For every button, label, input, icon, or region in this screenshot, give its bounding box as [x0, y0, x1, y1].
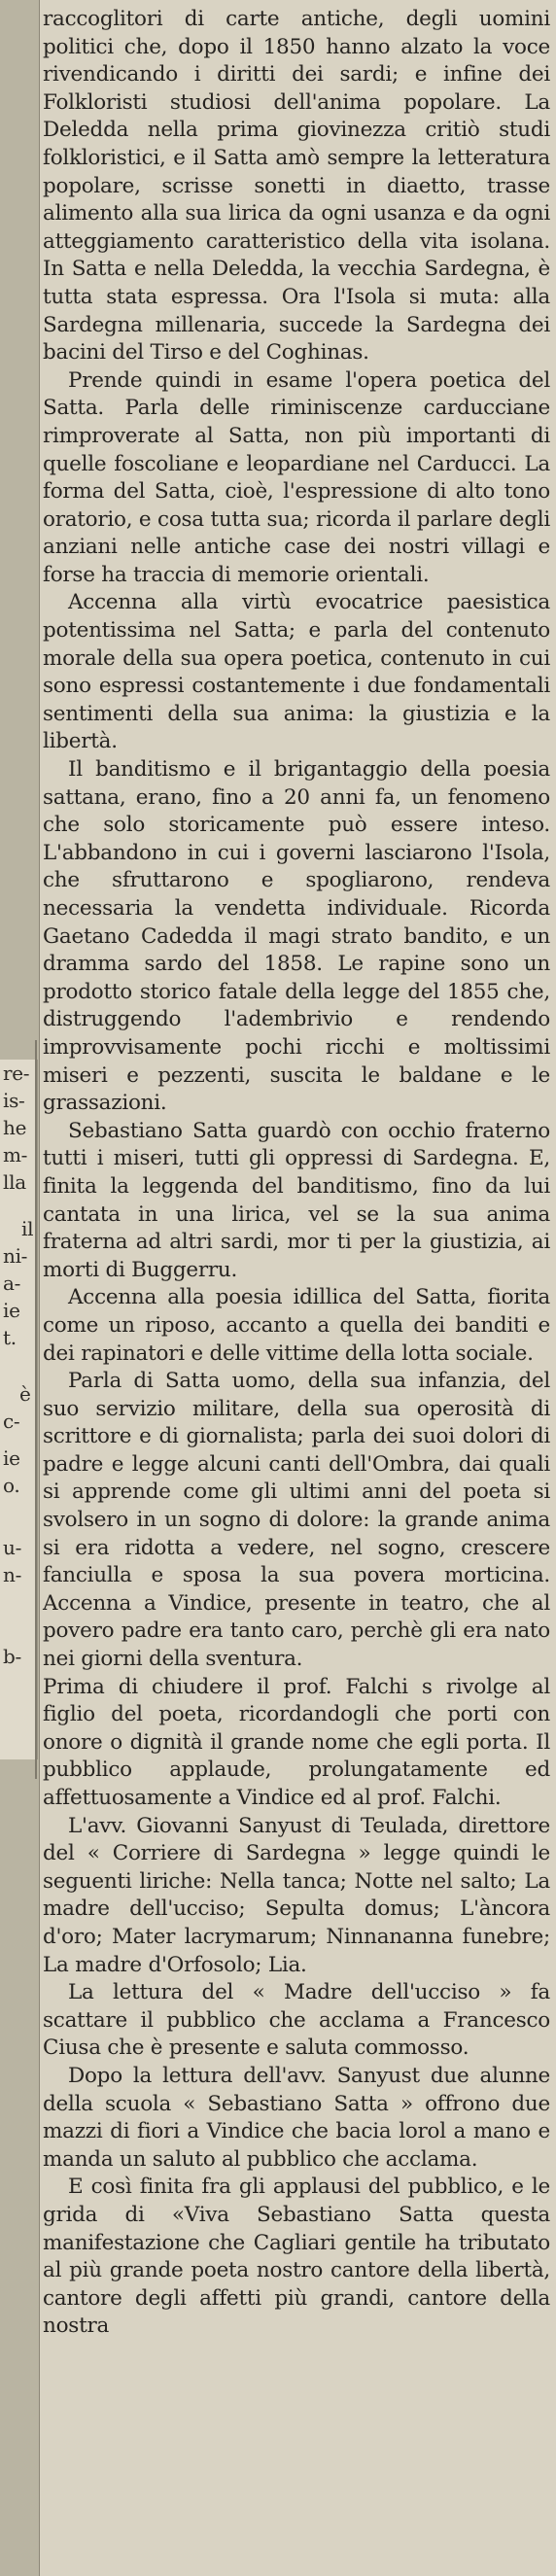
- article-paragraph: Il banditismo e il brigantaggio della poesia sattana, erano, fino a 20 anni fa, un fenomeno che solo storicamente può essere inteso. L'abbandono in cui i governi lasciarono l'Isola, che sfruttarono e spogliarono, rendeva necessaria la vendetta individuale. Ricorda Gaetano Cadedda il magi strato bandito, e un dramma sardo del 1858. Le rapine sono un prodotto storico fatale della legge del 1855 che, distruggendo l'adembrivio e rendendo improvvisamente pochi ricchi e moltissimi miseri e pezzenti, suscita le baldane e le grassazioni.: [43, 757, 550, 1116]
- fragment-text: ie: [3, 1446, 20, 1470]
- fragment-text: ni-: [3, 1244, 28, 1268]
- article-paragraph: Accenna alla poesia idillica del Satta, fiorita come un riposo, accanto a quella dei banditi e dei rapinatori e delle vittime della lotta sociale.: [43, 1285, 550, 1366]
- fragment-text: re-: [3, 1062, 30, 1085]
- fragment-text: lla: [3, 1170, 26, 1194]
- article-paragraph: Parla di Satta uomo, della sua infanzia, del suo servizio militare, della sua operosità di scrittore e di giornalista; parla dei suoi dolori di padre e legge alcuni canti dell'Ombra, dai quali si apprende come gli ultimi anni del poeta si svolsero in un sogno di dolore: la grande anima si era ridotta a vedere, nel sogno, crescere fanciulla e sposa la sua povera morticina. Accenna a Vindice, presente in teatro, che al povero padre era tanto caro, perchè gli era nato nei giorni della sventura.: [43, 1369, 550, 1672]
- adjacent-column-fragment: [0, 1060, 38, 1759]
- newspaper-clipping: [39, 0, 556, 2576]
- article-paragraph: Prende quindi in esame l'opera poetica del Satta. Parla delle riminiscenze carducciane rimproverate al Satta, non più importanti di quelle foscoliane e leopardiane nel Carducci. La forma del Satta, cioè, l'espressione di alto tono oratorio, e cosa tutta sua; ricorda il parlare degli anziani nelle antiche case dei nostri villagi e forse ha traccia di memorie orientali.: [43, 367, 550, 587]
- article-paragraph: La lettura del « Madre dell'ucciso » fa scattare il pubblico che acclama a Francesco Ciusa che è presente e saluta commosso.: [43, 1980, 550, 2061]
- fragment-text: c-: [3, 1410, 20, 1433]
- fragment-text: o.: [3, 1474, 20, 1497]
- fragment-text: n-: [3, 1563, 22, 1586]
- article-paragraph: Prima di chiudere il prof. Falchi s rivolge al figlio del poeta, ricordandogli che porti con onore o dignità il grande nome che egli porta. Il pubblico applaude, prolungatamente ed affettuosamente a Vindice ed al prof. Falchi.: [43, 1674, 550, 1810]
- fragment-text: b-: [3, 1645, 21, 1668]
- fragment-text: he: [3, 1116, 27, 1139]
- article-paragraph: E così finita fra gli applausi del pubblico, e le grida di «Viva Sebastiano Satta questa manifestazione che Cagliari gentile ha tributato al più grande poeta nostro cantore della libertà, cantore degli affetti più grandi, cantore della nostra: [43, 2175, 550, 2339]
- fragment-text: a-: [3, 1271, 21, 1295]
- article-column: [43, 6, 550, 2341]
- article-paragraph: Dopo la lettura dell'avv. Sanyust due alunne della scuola « Sebastiano Satta » offrono due mazzi di fiori a Vindice che bacia lorol a mano e manda un saluto al pubblico che acclama.: [43, 2063, 550, 2172]
- fragment-text: ie: [3, 1299, 20, 1322]
- article-paragraph: Sebastiano Satta guardò con occhio fraterno tutti i miseri, tutti gli oppressi di Sardegna. E, finita la leggenda del banditismo, fino da lui cantata in una lirica, vel se la sua anima fraterna ad altri sardi, mor ti per la giustizia, ai morti di Buggerru.: [43, 1118, 550, 1282]
- fragment-text: is-: [3, 1089, 25, 1112]
- fragment-text: u-: [3, 1536, 22, 1559]
- fragment-text: il: [21, 1217, 34, 1240]
- fragment-text: m-: [3, 1143, 28, 1166]
- article-paragraph: L'avv. Giovanni Sanyust di Teulada, direttore del « Corriere di Sardegna » legge quindi le seguenti liriche: Nella tanca; Notte nel salto; La madre dell'ucciso; Sepulta domus; L'àncora d'oro; Mater lacrymarum; Ninnananna funebre; La madre d'Orfosolo; Lia.: [43, 1813, 550, 1977]
- article-paragraph: Accenna alla virtù evocatrice paesistica potentissima nel Satta; e parla del contenuto morale della sua opera poetica, contenuto in cui sono espressi costantemente i due fondamentali sentimenti della sua anima: la giustizia e la libertà.: [43, 590, 550, 754]
- paper-fold-line: [35, 1040, 37, 1779]
- article-paragraph: raccoglitori di carte antiche, degli uomini politici che, dopo il 1850 hanno alzato la voce rivendicando i diritti dei sardi; e infine dei Folkloristi studiosi dell'anima popolare. La Deledda nella prima giovinezza critiò studi folkloristici, e il Satta amò sempre la letteratura popolare, scrisse sonetti in diaetto, trasse alimento alla sua lirica da ogni usanza e da ogni atteggiamento caratteristico della vita isolana. In Satta e nella Deledda, la vecchia Sardegna, è tutta stata espressa. Ora l'Isola si muta: alla Sardegna millenaria, succede la Sardegna dei bacini del Tirso e del Coghinas.: [43, 7, 550, 366]
- fragment-text: t.: [3, 1326, 17, 1349]
- fragment-text: è: [19, 1382, 31, 1406]
